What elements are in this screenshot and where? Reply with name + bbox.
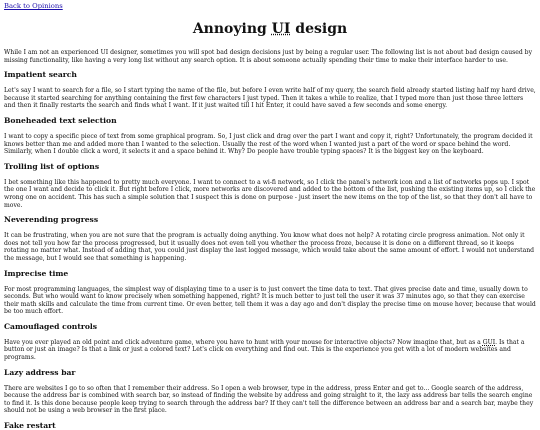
body-text-part-1: Have you ever played an old point and click adventure game, where you have to hunt with your mouse for interactive objects? Now imagine that, but as a <box>4 338 483 346</box>
section-body <box>4 339 536 362</box>
section-body: It can be frustrating, when you are not sure that the program is actually doing anything. You know what does not help? A rotating circle progress animation. Not only it does not tell you how far the process progressed, but it usually does not even tell you whether the process froze, because it is done on a different thread, so it keeps rotating no matter what. Instead of adding that, you could just display the last logged message, which would take about the same amount of effort. I would not understand the message, but I would see that something is happening. <box>4 232 535 262</box>
section-body: For most programming languages, the simplest way of displaying time to a user is to just convert the time data to text. That gives precise date and time, usually down to seconds. But who would want to know precisely when something happened, right? It is much better to just tell the user it was 37 minutes ago, so that they can exercise their math skills and calculate the time from current time. Or even better, tell them it was a day ago and don't display the precise time on mouse hover, because that would be too much effort. <box>4 285 536 316</box>
section-body: I want to copy a specific piece of text from some graphical program. So, I just click and drag over the part I want and copy it, right? Unfortunately, the program decided it knows better than me and added more than I wanted to the selection. Usually the rest of the word when I wanted just a part of the word or space behind the word. Similarly, when I double click a word, it selects it and a space behind it. Why? Do people have trouble typing spaces? It is the biggest key on the keyboard. <box>4 132 533 156</box>
section-neverending-progress <box>4 215 536 262</box>
title-part-2: design <box>290 21 348 37</box>
section-heading: Fake restart <box>4 421 56 430</box>
section-lazy-address-bar <box>4 368 536 415</box>
section-imprecise-time <box>4 269 536 316</box>
section-body: There are websites I go to so often that I remember their address. So I open a web browser, type in the address, press Enter and get to... Google search of the address, because the address bar is combined with search bar, so instead of finding the website by address and going straight to it, the lazy ass address bar tells the search engine to find it. Is this done because people keep trying to search through the address bar? If they can't tell the difference between an address bar and a search bar, maybe they should not be using a web browser in the first place. <box>4 384 534 415</box>
section-heading: Trolling list of options <box>4 161 100 171</box>
section-heading: Neverending progress <box>4 215 99 225</box>
section-fake-restart <box>4 421 536 430</box>
body-text-part-2: . Is that a button or just an image? Is that a link or just a colored text? Let's click on everything and find out. This is the experience you get with a lot of modern websites and programs. <box>4 338 525 362</box>
section-trolling-list-of-options <box>4 162 536 209</box>
intro-paragraph: While I am not an experienced UI designer, sometimes you will spot bad design decisions just by being a regular user. The following list is not about bad design caused by missing functionality, like having a very long list without any search option. It is about someone actually spending their time to make their interface harder to use. <box>4 49 533 64</box>
section-boneheaded-text-selection <box>4 116 536 156</box>
abbr-gui: GUI <box>482 338 496 346</box>
section-impatient-search <box>4 70 536 110</box>
section-heading: Boneheaded text selection <box>4 115 117 125</box>
section-heading: Imprecise time <box>4 268 69 278</box>
section-heading: Lazy address bar <box>4 367 76 377</box>
title-abbr-ui: UI <box>271 21 291 37</box>
section-heading: Camouflaged controls <box>4 321 98 331</box>
section-camouflaged-controls <box>4 322 536 362</box>
back-to-opinions-link[interactable]: Back to Opinions <box>4 2 63 10</box>
section-heading: Impatient search <box>4 70 77 80</box>
section-body: I bet something like this happened to pretty much everyone. I want to connect to a wi-fi network, so I click the panel's network icon and a list of networks pops up. I spot the one I want and decide to click it. But right before I click, more networks are discovered and added to the bottom of the list, pushing the existing items up, so I click the wrong one on accident. This has such a simple solution that I suspect this is done on purpose - just insert the new items on the top of the list, so that they don't all have to move. <box>4 178 536 209</box>
section-body: Let's say I want to search for a file, so I start typing the name of the file, but before I even write half of my query, the search field already started listing half my hard drive, because it started searching for anything containing the first few characters I just typed. Then it takes a while to realize, that I typed more than just those three letters and then it finally restarts the search and finds what I want. If it just waited till I hit Enter, it could have saved a few seconds and some energy. <box>4 87 536 110</box>
title-part-1: Annoying <box>192 21 272 37</box>
page-title <box>4 21 536 37</box>
